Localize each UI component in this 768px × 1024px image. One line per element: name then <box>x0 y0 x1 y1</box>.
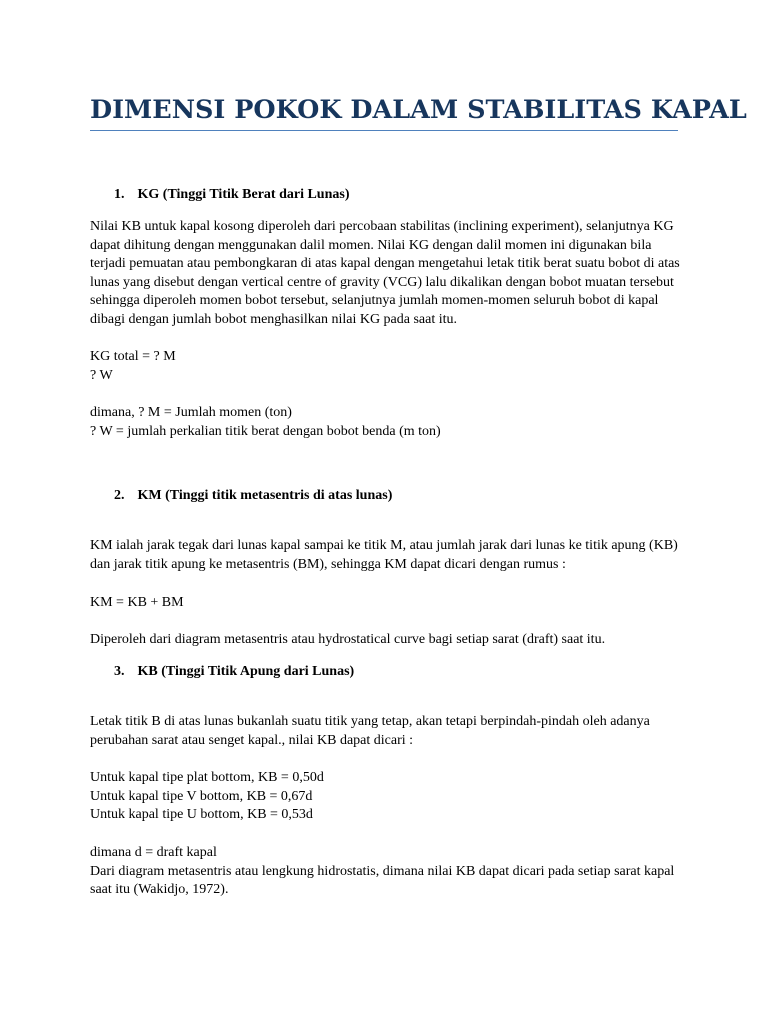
formula-line: ? W = jumlah perkalian titik berat dengan bobot benda (m ton) <box>90 423 441 439</box>
paragraph-line: sehingga diperoleh momen bobot tersebut, selanjutnya jumlah momen-momen seluruh bobot di kapal <box>90 293 659 309</box>
paragraph-line: Nilai KB untuk kapal kosong diperoleh dari percobaan stabilitas (inclining experiment), selanjutnya KG <box>90 219 674 234</box>
section-3-heading <box>90 663 702 682</box>
section-heading-text: KM (Tinggi titik metasentris di atas lunas) <box>137 488 393 503</box>
paragraph-line: terjadi pemuatan atau pembongkaran di atas kapal dengan mengetahui letak titik berat suatu bobot di atas <box>90 256 680 272</box>
section-1-where <box>90 404 678 441</box>
formula-line: Untuk kapal tipe U bottom, KB = 0,53d <box>90 807 313 823</box>
paragraph-line: perubahan sarat atau senget kapal., nilai KB dapat dicari : <box>90 732 414 748</box>
section-3-formula <box>90 769 678 825</box>
paragraph-line: lunas yang disebut dengan vertical centre of gravity (VCG) lalu dikalikan dengan bobot muatan tersebut <box>90 274 674 290</box>
section-heading-text: KG (Tinggi Titik Berat dari Lunas) <box>137 187 350 202</box>
section-3-paragraph-2 <box>90 844 678 900</box>
paragraph-line: dan jarak titik apung ke metasentris (BM), sehingga KM dapat dicari dengan rumus : <box>90 556 566 572</box>
section-1-formula <box>90 348 678 385</box>
section-number: 1. <box>114 187 125 202</box>
paragraph-line: KM ialah jarak tegak dari lunas kapal sampai ke titik M, atau jumlah jarak dari lunas ke titik apung (KB) <box>90 538 678 553</box>
paragraph-line: dimana d = draft kapal <box>90 845 217 860</box>
section-2-paragraph-2 <box>90 631 678 650</box>
formula-line: Untuk kapal tipe plat bottom, KB = 0,50d <box>90 770 324 785</box>
page-title: DIMENSI POKOK DALAM STABILITAS KAPAL <box>90 95 747 125</box>
section-3-paragraph <box>90 713 678 750</box>
paragraph-line: dibagi dengan jumlah bobot menghasilkan nilai KG pada saat itu. <box>90 311 458 327</box>
section-1-heading <box>90 186 702 205</box>
section-2-heading <box>90 487 702 506</box>
section-1-paragraph <box>90 218 678 330</box>
paragraph-line: Dari diagram metasentris atau lengkung hidrostatis, dimana nilai KB dapat dicari pada setiap sarat kapal <box>90 863 675 879</box>
paragraph-line: Diperoleh dari diagram metasentris atau hydrostatical curve bagi setiap sarat (draft) saat itu. <box>90 632 606 647</box>
section-number: 3. <box>114 664 125 679</box>
formula-line: KG total = ? M <box>90 349 176 364</box>
formula-line: Untuk kapal tipe V bottom, KB = 0,67d <box>90 788 313 804</box>
paragraph-line: dapat dihitung dengan menggunakan dalil momen. Nilai KG dengan dalil momen ini digunakan bila <box>90 237 652 253</box>
section-number: 2. <box>114 488 125 503</box>
paragraph-line: saat itu (Wakidjo, 1972). <box>90 882 229 898</box>
section-2-formula <box>90 594 678 613</box>
section-heading-text: KB (Tinggi Titik Apung dari Lunas) <box>137 664 355 679</box>
formula-line: ? W <box>90 367 113 383</box>
title-divider <box>90 130 678 131</box>
formula-line: KM = KB + BM <box>90 595 184 610</box>
section-2-paragraph <box>90 537 678 574</box>
paragraph-line: Letak titik B di atas lunas bukanlah suatu titik yang tetap, akan tetapi berpindah-pindah oleh adanya <box>90 714 650 729</box>
formula-line: dimana, ? M = Jumlah momen (ton) <box>90 405 292 420</box>
